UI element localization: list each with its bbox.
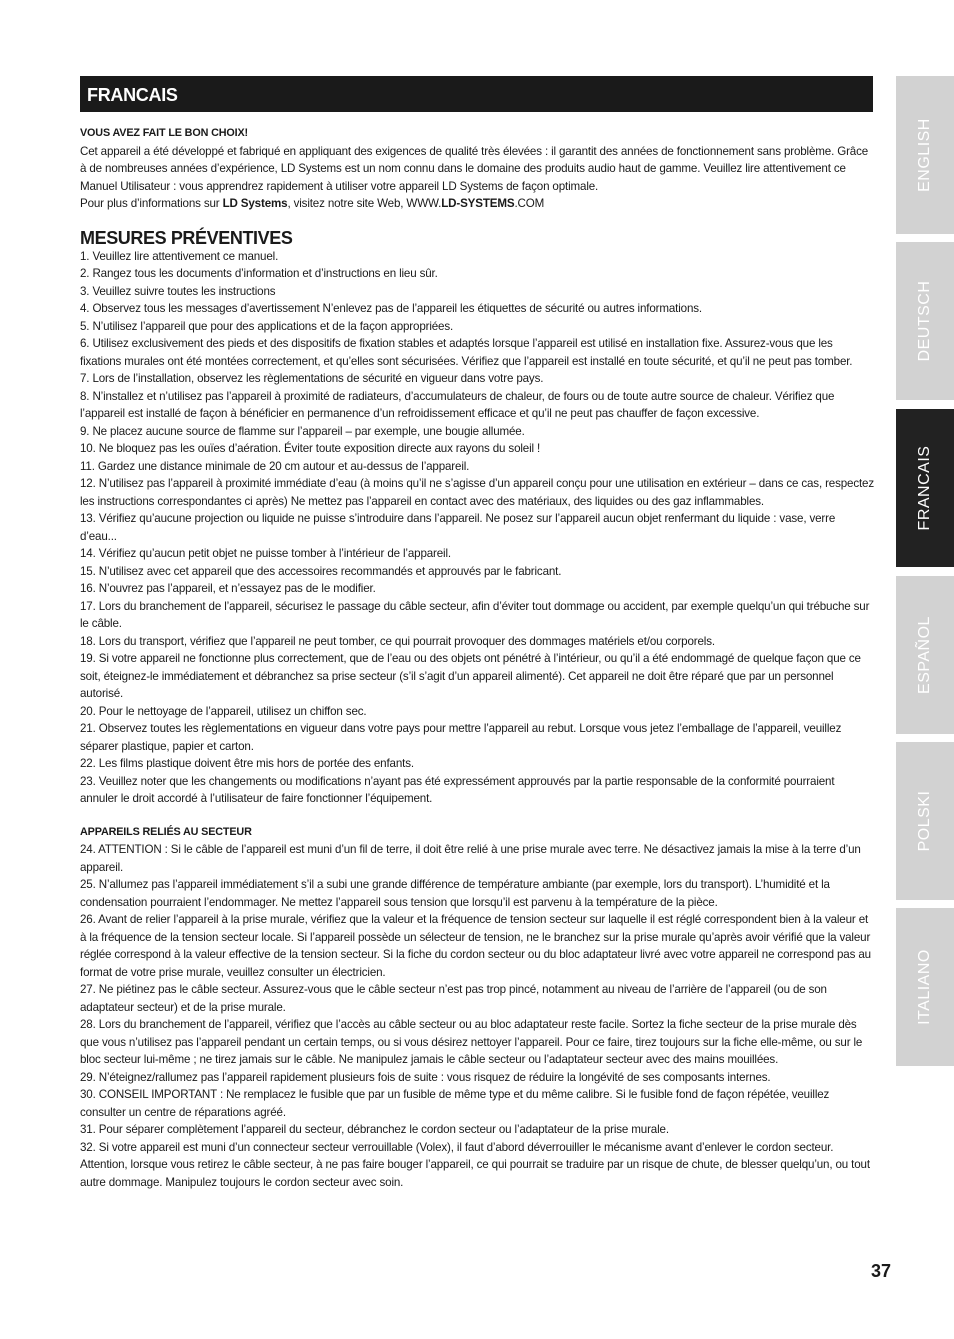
- list-item: 23. Veuillez noter que les changements ou modifications n’ayant pas été expressément approuvés par la partie responsable de la conformité pourraient annuler le droit accordé à l’utilisateur de faire fonctionner l’équipement.: [80, 774, 835, 805]
- tab-label: ESPAÑOL: [916, 616, 933, 694]
- preventive-list: [80, 248, 875, 808]
- list-item: 5. N’utilisez l’appareil que pour des applications et de la façon appropriées.: [80, 319, 454, 333]
- mains-heading: APPAREILS RELIÉS AU SECTEUR: [80, 825, 252, 838]
- list-item: 3. Veuillez suivre toutes les instructions: [80, 284, 276, 298]
- list-item: 9. Ne placez aucune source de flamme sur l’appareil – par exemple, une bougie allumée.: [80, 424, 525, 438]
- preventive-title: MESURES PRÉVENTIVES: [80, 227, 293, 248]
- list-item: 25. N’allumez pas l’appareil immédiatement s’il a subi une grande différence de température ambiante (par exemple, lors du transport). L’humidité et la condensation pourraient l’endommager. Ne mettez l’appareil sous tension que lorsqu’il est parvenu à la température de la pièce.: [80, 878, 830, 909]
- tab-label: POLSKI: [916, 790, 933, 852]
- tab-italiano[interactable]: [896, 908, 954, 1066]
- page-number: 37: [871, 1261, 892, 1281]
- tab-english[interactable]: [896, 76, 954, 234]
- list-item: 6. Utilisez exclusivement des pieds et des dispositifs de fixation stables et adaptés lorsque l’appareil est utilisé en installation fixe. Assurez-vous que les fixations murales ont été montées correctement, et qu’elles sont sécurisées. Vérifiez que l’appareil est installé en toute sécurité, et qu’il ne peut pas tomber.: [80, 337, 853, 368]
- list-item: 18. Lors du transport, vérifiez que l’appareil ne peut tomber, ce qui pourrait provoquer des dommages matériels et/ou corporels.: [80, 634, 715, 648]
- info-middle: , visitez notre site Web, WWW.: [287, 197, 442, 210]
- list-item: 29. N’éteignez/rallumez pas l’appareil rapidement plusieurs fois de suite : vous risquez de réduire la longévité de ses composants internes.: [80, 1070, 771, 1084]
- list-item: 1. Veuillez lire attentivement ce manuel.: [80, 249, 279, 263]
- list-item: 12. N’utilisez pas l’appareil à proximité immédiate d’eau (à moins qu’il ne s’agisse d’un appareil conçu pour une utilisation en extérieur – dans ce cas, respectez les instructions correspondantes ci après) Ne mettez pas l’appareil en contact avec des matériaux, des liquides ou des gaz inflammables.: [80, 477, 874, 508]
- tab-label: DEUTSCH: [916, 280, 933, 362]
- list-item: 13. Vérifiez qu’aucune projection ou liquide ne puisse s’introduire dans l’appareil. Ne posez sur l’appareil aucun objet renfermant du liquide : vase, verre d’eau...: [80, 512, 836, 543]
- list-item: 14. Vérifiez qu’aucun petit objet ne puisse tomber à l’intérieur de l’appareil.: [80, 547, 451, 560]
- list-item: 17. Lors du branchement de l’appareil, sécurisez le passage du câble secteur, afin d’éviter tout dommage ou accident, par exemple quelqu’un qui trébuche sur le câble.: [80, 599, 870, 630]
- list-item: 32. Si votre appareil est muni d’un connecteur secteur verrouillable (Volex), il faut d’abord déverrouiller le mécanisme avant d’enlever le cordon secteur. Attention, lorsque vous retirez le câble secteur, à ne pas faire bouger l’appareil, ce qui pourrait se traduire par un risque de chute, de blesser quelqu’un, ou tout autre dommage. Manipulez toujours le cordon secteur avec soin.: [80, 1140, 870, 1189]
- list-item: 20. Pour le nettoyage de l’appareil, utilisez un chiffon sec.: [80, 704, 367, 718]
- list-item: 4. Observez tous les messages d’avertissement N’enlevez pas de l’appareil les étiquettes de sécurité ou autres informations.: [80, 302, 702, 315]
- list-item: 7. Lors de l’installation, observez les règlementations de sécurité en vigueur dans votre pays.: [80, 372, 544, 385]
- list-item: 8. N’installez et n’utilisez pas l’appareil à proximité de radiateurs, d’accumulateurs de chaleur, de fours ou de toute autre source de chaleur. Vérifiez que l’appareil est installé de façon à bénéficier en permanence d’un refroidissement efficace et qu’il ne peut pas chauffer de façon excessive.: [80, 389, 835, 420]
- mains-list: [80, 841, 875, 1191]
- intro-text: Cet appareil a été développé et fabriqué en appliquant des exigences de qualité très élevées : il garantit des années de fonctionnement sans problème. Grâce à de nombreuses années d’expérience, LD Systems est un nom connu dans le domaine des produits audio haut de gamme. Veuillez lire attentivement ce Manuel Utilisateur : vous apprendrez rapidement à utiliser votre appareil LD Systems de façon optimale.: [80, 144, 869, 193]
- section-title-bar: [80, 76, 873, 112]
- intro-heading: VOUS AVEZ FAIT LE BON CHOIX!: [80, 127, 248, 139]
- tab-label: ITALIANO: [916, 949, 933, 1025]
- list-item: 10. Ne bloquez pas les ouïes d’aération. Éviter toute exposition directe aux rayons du soleil !: [80, 442, 541, 455]
- list-item: 22. Les films plastique doivent être mis hors de portée des enfants.: [80, 757, 414, 770]
- info-prefix: Pour plus d’informations sur: [80, 197, 223, 210]
- main-content: [80, 125, 875, 1191]
- list-item: 24. ATTENTION : Si le câble de l’appareil est muni d’un fil de terre, il doit être relié à une prise murale avec terre. Ne désactivez jamais la mise à la terre d’un appareil.: [80, 843, 861, 874]
- list-item: 30. CONSEIL IMPORTANT : Ne remplacez le fusible que par un fusible de même type et du même calibre. Si le fusible fond de façon répétée, veuillez consulter un centre de réparations agréé.: [80, 1088, 830, 1119]
- list-item: 27. Ne piétinez pas le câble secteur. Assurez-vous que le câble secteur n’est pas trop pincé, notamment au niveau de l’arrière de l’appareil (ou de son adaptateur secteur) et de la prise murale.: [80, 983, 827, 1014]
- tab-polski[interactable]: [896, 742, 954, 900]
- list-item: 16. N’ouvrez pas l’appareil, et n’essayez pas de le modifier.: [80, 582, 376, 595]
- tab-francais[interactable]: [896, 409, 954, 567]
- tab-label: ENGLISH: [916, 118, 933, 192]
- list-item: 2. Rangez tous les documents d’information et d’instructions en lieu sûr.: [80, 267, 438, 280]
- list-item: 15. N’utilisez avec cet appareil que des accessoires recommandés et approuvés par le fabricant.: [80, 564, 562, 578]
- tab-label: FRANCAIS: [916, 445, 933, 531]
- list-item: 21. Observez toutes les règlementations en vigueur dans votre pays pour mettre l’appareil au rebut. Lorsque vous jetez l’emballage de l’appareil, veuillez séparer plastique, papier et carton.: [80, 722, 842, 753]
- info-brand: LD Systems: [222, 197, 288, 210]
- list-item: 11. Gardez une distance minimale de 20 cm autour et au-dessus de l’appareil.: [80, 459, 470, 473]
- tab-espaol[interactable]: [896, 576, 954, 734]
- intro-info: [80, 195, 875, 213]
- section-title: FRANCAIS: [87, 85, 178, 105]
- list-item: 26. Avant de relier l’appareil à la prise murale, vérifiez que la valeur et la fréquence de tension secteur sur laquelle il est réglé correspondent bien à la valeur et à la fréquence de la tension secteur locale. Si l’appareil possède un sélecteur de tension, ne le branchez sur la prise murale qu’après avoir vérifié que la valeur réglée correspond à la valeur effective de la tension secteur. Si la fiche du cordon secteur ou du bloc adaptateur livré avec votre appareil ne correspond pas au format de votre prise murale, veuillez consulter un électricien.: [80, 913, 871, 979]
- info-suffix: .COM: [514, 197, 545, 210]
- list-item: 28. Lors du branchement de l’appareil, vérifiez que l’accès au câble secteur ou au bloc adaptateur reste facile. Sortez la fiche secteur de la prise murale dès que vous n’utilisez pas l’appareil pendant un certain temps, ou si vous désirez nettoyer l’appareil. Pour ce faire, tirez toujours sur la fiche elle-même, ou sur le bloc secteur lui-même ; ne tirez jamais sur le câble. Ne manipulez jamais le câble secteur ou l’adaptateur secteur avec des mains mouillées.: [80, 1018, 863, 1066]
- list-item: 31. Pour séparer complètement l’appareil du secteur, débranchez le cordon secteur ou l’adaptateur de la prise murale.: [80, 1123, 669, 1136]
- list-item: 19. Si votre appareil ne fonctionne plus correctement, que de l’eau ou des objets ont pénétré à l’intérieur, ou qu’il a été endommagé de quelque façon que ce soit, éteignez-le immédiatement et débranchez sa prise secteur (s’il s’agit d’un appareil alimenté). Cet appareil ne doit être réparé que par un personnel autorisé.: [80, 652, 861, 700]
- tab-deutsch[interactable]: [896, 242, 954, 400]
- info-site: LD-SYSTEMS: [441, 197, 515, 210]
